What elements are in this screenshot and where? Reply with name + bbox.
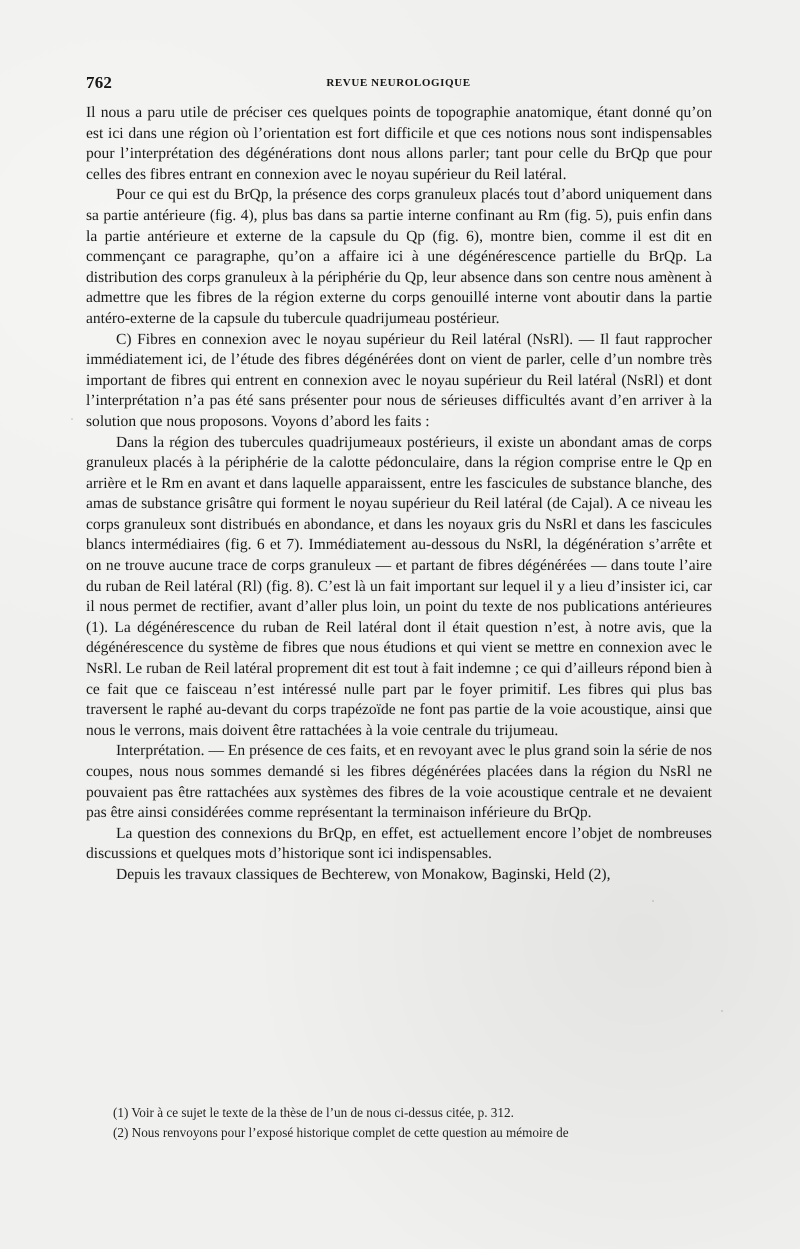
paragraph-2: Pour ce qui est du BrQp, la présence des corps granuleux placés tout d’abord uniquement dans sa partie antérieure (fig. 4), plus bas dans sa partie interne confinant au Rm (fig. 5), puis enfin dans la partie antérieure et externe de la capsule du Qp (fig. 6), montre bien, comme il est dit en commençant ce paragraphe, qu’on a affaire ici à une dégénérescence partielle du BrQp. La distribution des corps granuleux à la périphérie du Qp, leur absence dans son centre nous amènent à admettre que les fibres de la région externe du corps genouillé interne vont aboutir dans la partie antéro-externe de la capsule du tubercule quadrijumeau postérieur.: [86, 186, 712, 327]
footnotes: [113, 1103, 713, 1143]
paragraph-7: Depuis les travaux classiques de Bechterew, von Monakow, Baginski, Held (2),: [116, 865, 611, 883]
paragraph-6: La question des connexions du BrQp, en effet, est actuellement encore l’objet de nombreuses discussions et quelques mots d’historique sont ici indispensables.: [86, 824, 712, 863]
paragraph-4: Dans la région des tubercules quadrijumeaux postérieurs, il existe un abondant amas de corps granuleux placés à la périphérie de la calotte pédonculaire, dans la région comprise entre le Qp en arrière et le Rm en avant et dans laquelle apparaissent, entre les fascicules de substance blanche, des amas de substance grisâtre qui forment le noyau supérieur du Reil latéral (de Cajal). A ce niveau les corps granuleux sont distribués en abondance, et dans les noyaux gris du NsRl et dans les fascicules blancs intermédiaires (fig. 6 et 7). Immédiatement au-dessous du NsRl, la dégénération s’arrête et on ne trouve aucune trace de corps granuleux — et partant de fibres dégénérées — dans toute l’aire du ruban de Reil latéral (Rl) (fig. 8). C’est là un fait important sur lequel il y a lieu d’insister ici, car il nous permet de rectifier, avant d’aller plus loin, un point du texte de nos publications antérieures (1). La dégénérescence du ruban de Reil latéral dont il était question n’est, à notre avis, que la dégénérescence du système de fibres que nous étudions et qui vient se mettre en connexion avec le NsRl. Le ruban de Reil latéral proprement dit est tout à fait indemne ; ce qui d’ailleurs répond bien à ce fait que ce faisceau n’est intéressé nulle part par le foyer primitif. Les fibres qui plus bas traversent le raphé au-devant du corps trapézoïde ne font pas partie de la voie acoustique, ainsi que nous le verrons, mais doivent être rattachées à la voie centrale du trijumeau.: [86, 433, 712, 739]
article-body: [86, 103, 712, 886]
scan-speck: [652, 900, 654, 902]
scan-speck: [721, 1010, 723, 1012]
scan-speck: [612, 372, 615, 375]
paragraph-5: Interprétation. — En présence de ces faits, et en revoyant avec le plus grand soin la série de nos coupes, nous nous sommes demandé si les fibres dégénérées placées dans la région du NsRl ne pouvaient pas être rattachées aux systèmes des fibres de la voie acoustique centrale et ne devaient pas être ainsi considérées comme représentant la terminaison inférieure du BrQp.: [86, 742, 712, 822]
footnote-1: (1) Voir à ce sujet le texte de la thèse de l’un de nous ci-dessus citée, p. 312.: [113, 1105, 514, 1120]
footnote-2: (2) Nous renvoyons pour l’exposé historique complet de cette question au mémoire de: [113, 1125, 569, 1140]
scan-speck: [71, 418, 73, 420]
running-head: REVUE NEUROLOGIQUE: [326, 77, 471, 89]
page-number: 762: [86, 73, 113, 92]
page-header: [86, 73, 711, 93]
paragraph-3: C) Fibres en connexion avec le noyau supérieur du Reil latéral (NsRl). — Il faut rapprocher immédiatement ici, de l’étude des fibres dégénérées dont on vient de parler, celle d’un nombre très important de fibres qui entrent en connexion avec le noyau supérieur du Reil latéral (NsRl) et dont l’interprétation n’a pas été sans présenter pour nous de sérieuses difficultés avant d’en arriver à la solution que nous proposons. Voyons d’abord les faits :: [86, 330, 712, 430]
paragraph-1: Il nous a paru utile de préciser ces quelques points de topographie anatomique, étant donné qu’on est ici dans une région où l’orientation est fort difficile et que ces notions nous sont indispensables pour l’interprétation des dégénérations dont nous allons parler; tant pour celle du BrQp que pour celles des fibres entrant en connexion avec le noyau supérieur du Reil latéral.: [86, 104, 712, 183]
